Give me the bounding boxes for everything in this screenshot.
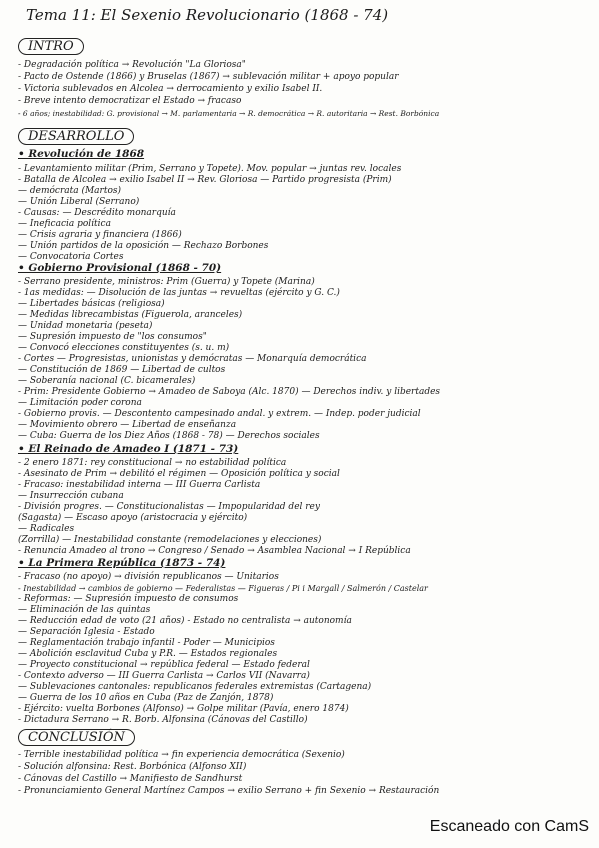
intro-line: - Breve intento democratizar el Estado → fracaso [18,96,242,106]
scanner-watermark: Escaneado con CamS [429,818,589,835]
gobierno-line: - Gobierno provis. — Descontento campesinado andal. y extrem. — Indep. poder judicial [18,409,421,419]
section-heading-intro: INTRO [18,38,84,55]
gobierno-line: — Unidad monetaria (peseta) [18,321,153,331]
republica-line: - Reformas: — Supresión impuesto de consumos [18,594,239,604]
amadeo-line: - Fracaso: inestabilidad interna — III Guerra Carlista [18,480,261,490]
republica-line: — Separación Iglesia - Estado [18,627,155,637]
revolucion-line: — Unión Liberal (Serrano) [18,197,140,207]
amadeo-line: — Insurrección cubana [18,491,124,501]
conclusion-line: - Solución alfonsina: Rest. Borbónica (Alfonso XII) [18,762,247,772]
amadeo-line: — Radicales [18,524,75,534]
gobierno-line: — Soberanía nacional (C. bicamerales) [18,376,196,386]
page-title: Tema 11: El Sexenio Revolucionario (1868 - 74) [26,6,389,24]
amadeo-line: - Renuncia Amadeo al trono → Congreso / Senado → Asamblea Nacional → I República [18,546,411,556]
revolucion-line: — Crisis agraria y financiera (1866) [18,230,182,240]
gobierno-line: - 1as medidas: — Disolución de las juntas → revueltas (ejército y G. C.) [18,288,340,298]
section-heading-desarrollo: DESARROLLO [18,128,134,145]
republica-line: — Reducción edad de voto (21 años) - Estado no centralista → autonomía [18,616,352,626]
republica-line: — Eliminación de las quintas [18,605,151,615]
republica-line: — Guerra de los 10 años en Cuba (Paz de Zanjón, 1878) [18,693,274,703]
revolucion-line: - Batalla de Alcolea → exilio Isabel II → Rev. Gloriosa — Partido progresista (Prim) [18,175,392,185]
amadeo-line: (Zorrilla) — Inestabilidad constante (remodelaciones y elecciones) [18,535,322,545]
subsection-republica: • La Primera República (1873 - 74) [18,557,226,569]
gobierno-line: — Cuba: Guerra de los Diez Años (1868 - 78) — Derechos sociales [18,431,320,441]
gobierno-line: — Constitución de 1869 — Libertad de cultos [18,365,226,375]
gobierno-line: - Prim: Presidente Gobierno → Amadeo de Saboya (Alc. 1870) — Derechos indiv. y libertades [18,387,441,397]
intro-line: - Victoria sublevados en Alcolea → derrocamiento y exilio Isabel II. [18,84,323,94]
amadeo-line: - Asesinato de Prim → debilitó el régimen — Oposición política y social [18,469,340,479]
subsection-revolucion: • Revolución de 1868 [18,148,145,160]
republica-line: - Contexto adverso — III Guerra Carlista → Carlos VII (Navarra) [18,671,310,681]
conclusion-line: - Terrible inestabilidad política → fin experiencia democrática (Sexenio) [18,750,345,760]
gobierno-line: — Limitación poder corona [18,398,142,408]
republica-line: - Inestabilidad → cambios de gobierno — Federalistas — Figueras / Pi i Margall / Salmerón / Castelar [18,584,428,593]
republica-line: — Proyecto constitucional → república federal — Estado federal [18,660,310,670]
subsection-gobierno: • Gobierno Provisional (1868 - 70) [18,262,222,274]
intro-line: - 6 años; inestabilidad: G. provisional → M. parlamentaria → R. democrática → R. autoritaria → Rest. Borbónica [18,109,440,118]
section-heading-conclusion: CONCLUSIÓN [18,729,135,746]
revolucion-line: - Causas: — Descrédito monarquía [18,208,176,218]
gobierno-line: — Supresión impuesto de "los consumos" [18,332,207,342]
republica-line: - Ejército: vuelta Borbones (Alfonso) → Golpe militar (Pavía, enero 1874) [18,704,349,714]
revolucion-line: — Convocatoria Cortes [18,252,124,262]
republica-line: - Dictadura Serrano → R. Borb. Alfonsina (Cánovas del Castillo) [18,715,308,725]
gobierno-line: - Serrano presidente, ministros: Prim (Guerra) y Topete (Marina) [18,277,315,287]
gobierno-line: — Medidas librecambistas (Figuerola, aranceles) [18,310,243,320]
intro-line: - Degradación política → Revolución "La Gloriosa" [18,60,246,70]
revolucion-line: — Unión partidos de la oposición — Rechazo Borbones [18,241,269,251]
revolucion-line: - Levantamiento militar (Prim, Serrano y Topete). Mov. popular → juntas rev. locales [18,164,402,174]
revolucion-line: — Ineficacia política [18,219,111,229]
amadeo-line: - División progres. — Constitucionalistas — Impopularidad del rey [18,502,320,512]
republica-line: — Reglamentación trabajo infantil - Poder — Municipios [18,638,275,648]
subsection-amadeo: • El Reinado de Amadeo I (1871 - 73) [18,443,239,455]
conclusion-line: - Cánovas del Castillo → Manifiesto de Sandhurst [18,774,243,784]
amadeo-line: - 2 enero 1871: rey constitucional → no estabilidad política [18,458,287,468]
revolucion-line: — demócrata (Martos) [18,186,122,196]
conclusion-line: - Pronunciamiento General Martínez Campos → exilio Serrano + fin Sexenio → Restauración [18,786,440,796]
republica-line: - Fracaso (no apoyo) → división republicanos — Unitarios [18,572,279,582]
republica-line: — Sublevaciones cantonales: republicanos federales extremistas (Cartagena) [18,682,372,692]
gobierno-line: — Movimiento obrero — Libertad de enseñanza [18,420,237,430]
gobierno-line: - Cortes — Progresistas, unionistas y demócratas — Monarquía democrática [18,354,367,364]
gobierno-line: — Convocó elecciones constituyentes (s. u. m) [18,343,230,353]
intro-line: - Pacto de Ostende (1866) y Bruselas (1867) → sublevación militar + apoyo popular [18,72,399,82]
amadeo-line: (Sagasta) — Escaso apoyo (aristocracia y ejército) [18,513,248,523]
gobierno-line: — Libertades básicas (religiosa) [18,299,165,309]
republica-line: — Abolición esclavitud Cuba y P.R. — Estados regionales [18,649,278,659]
